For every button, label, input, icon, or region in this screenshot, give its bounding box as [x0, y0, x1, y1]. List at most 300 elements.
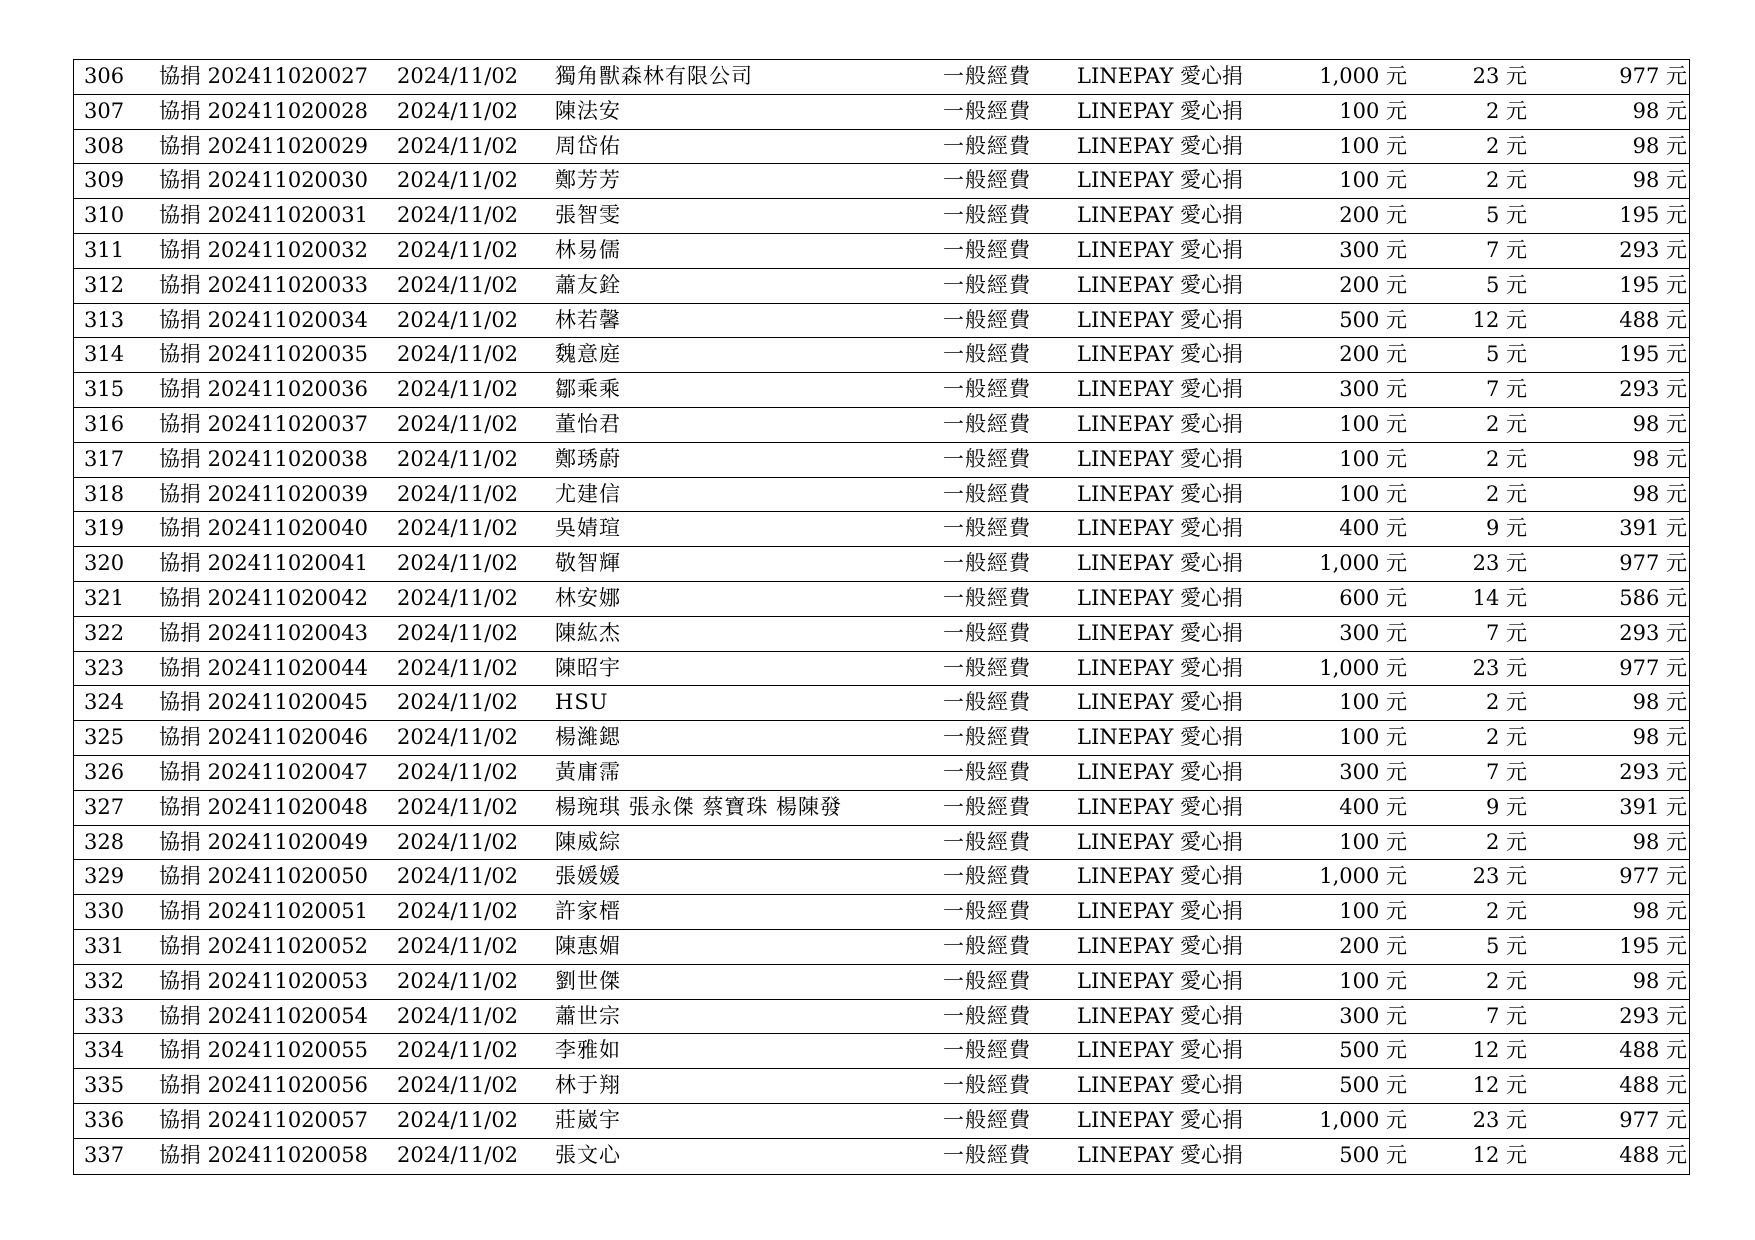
donor-name: 李雅如: [555, 1038, 621, 1063]
net-amount: 293 元: [1619, 377, 1687, 402]
fund-category: 一般經費: [943, 516, 1031, 541]
receipt-number: 協捐 202411020029: [159, 133, 369, 158]
donation-amount: 200 元: [1339, 342, 1407, 367]
fund-category: 一般經費: [943, 759, 1031, 784]
payment-method: LINEPAY 愛心捐: [1077, 446, 1244, 471]
net-amount: 195 元: [1619, 272, 1687, 297]
payment-method: LINEPAY 愛心捐: [1077, 551, 1244, 576]
table-row: [74, 1104, 1689, 1139]
donation-amount: 100 元: [1339, 168, 1407, 193]
row-number: 329: [84, 864, 125, 889]
processing-fee: 2 元: [1485, 481, 1527, 506]
processing-fee: 9 元: [1485, 794, 1527, 819]
donation-amount: 100 元: [1339, 411, 1407, 436]
fund-category: 一般經費: [943, 272, 1031, 297]
donation-date: 2024/11/02: [397, 968, 519, 993]
table-row: [74, 60, 1689, 95]
payment-method: LINEPAY 愛心捐: [1077, 133, 1244, 158]
processing-fee: 23 元: [1472, 551, 1527, 576]
donation-date: 2024/11/02: [397, 725, 519, 750]
donor-name: 周岱佑: [555, 133, 621, 158]
net-amount: 98 元: [1632, 411, 1687, 436]
processing-fee: 2 元: [1485, 690, 1527, 715]
donation-amount: 400 元: [1339, 516, 1407, 541]
processing-fee: 2 元: [1485, 725, 1527, 750]
receipt-number: 協捐 202411020043: [159, 620, 369, 645]
donation-date: 2024/11/02: [397, 133, 519, 158]
donation-date: 2024/11/02: [397, 98, 519, 123]
fund-category: 一般經費: [943, 794, 1031, 819]
donation-amount: 100 元: [1339, 829, 1407, 854]
receipt-number: 協捐 202411020048: [159, 794, 369, 819]
row-number: 313: [84, 307, 125, 332]
table-row: [74, 860, 1689, 895]
table-row: [74, 930, 1689, 965]
processing-fee: 23 元: [1472, 64, 1527, 88]
donation-amount: 100 元: [1339, 899, 1407, 924]
donation-amount: 500 元: [1339, 1073, 1407, 1098]
row-number: 318: [84, 481, 125, 506]
receipt-number: 協捐 202411020052: [159, 933, 369, 958]
fund-category: 一般經費: [943, 968, 1031, 993]
donation-date: 2024/11/02: [397, 1107, 519, 1132]
net-amount: 391 元: [1619, 516, 1687, 541]
row-number: 328: [84, 829, 125, 854]
fund-category: 一般經費: [943, 655, 1031, 680]
net-amount: 98 元: [1632, 725, 1687, 750]
fund-category: 一般經費: [943, 1107, 1031, 1132]
receipt-number: 協捐 202411020058: [159, 1142, 369, 1167]
net-amount: 98 元: [1632, 98, 1687, 123]
receipt-number: 協捐 202411020047: [159, 759, 369, 784]
donation-date: 2024/11/02: [397, 203, 519, 228]
payment-method: LINEPAY 愛心捐: [1077, 481, 1244, 506]
table-row: [74, 686, 1689, 721]
payment-method: LINEPAY 愛心捐: [1077, 516, 1244, 541]
receipt-number: 協捐 202411020040: [159, 516, 369, 541]
table-row: [74, 582, 1689, 617]
receipt-number: 協捐 202411020031: [159, 203, 369, 228]
processing-fee: 5 元: [1485, 342, 1527, 367]
table-row: [74, 1139, 1689, 1174]
net-amount: 293 元: [1619, 759, 1687, 784]
receipt-number: 協捐 202411020037: [159, 411, 369, 436]
row-number: 308: [84, 133, 125, 158]
net-amount: 293 元: [1619, 237, 1687, 262]
row-number: 310: [84, 203, 125, 228]
donation-date: 2024/11/02: [397, 342, 519, 367]
payment-method: LINEPAY 愛心捐: [1077, 272, 1244, 297]
table-row: [74, 164, 1689, 199]
payment-method: LINEPAY 愛心捐: [1077, 98, 1244, 123]
fund-category: 一般經費: [943, 690, 1031, 715]
processing-fee: 5 元: [1485, 272, 1527, 297]
donation-amount: 1,000 元: [1319, 1107, 1407, 1132]
donor-name: 許家榗: [555, 899, 621, 924]
row-number: 312: [84, 272, 125, 297]
fund-category: 一般經費: [943, 133, 1031, 158]
table-row: [74, 512, 1689, 547]
row-number: 325: [84, 725, 125, 750]
donation-amount: 100 元: [1339, 968, 1407, 993]
fund-category: 一般經費: [943, 551, 1031, 576]
row-number: 311: [84, 237, 125, 262]
donation-date: 2024/11/02: [397, 551, 519, 576]
receipt-number: 協捐 202411020041: [159, 551, 369, 576]
donor-name: 尤建信: [555, 481, 621, 506]
donation-date: 2024/11/02: [397, 829, 519, 854]
net-amount: 977 元: [1619, 64, 1687, 88]
processing-fee: 23 元: [1472, 1107, 1527, 1132]
table-row: [74, 408, 1689, 443]
table-row: [74, 547, 1689, 582]
row-number: 316: [84, 411, 125, 436]
payment-method: LINEPAY 愛心捐: [1077, 829, 1244, 854]
donation-amount: 100 元: [1339, 725, 1407, 750]
processing-fee: 7 元: [1485, 1003, 1527, 1028]
processing-fee: 12 元: [1472, 307, 1527, 332]
net-amount: 488 元: [1619, 1073, 1687, 1098]
fund-category: 一般經費: [943, 411, 1031, 436]
donor-name: 張智雯: [555, 203, 621, 228]
net-amount: 195 元: [1619, 933, 1687, 958]
donation-amount: 300 元: [1339, 237, 1407, 262]
processing-fee: 7 元: [1485, 620, 1527, 645]
receipt-number: 協捐 202411020032: [159, 237, 369, 262]
net-amount: 977 元: [1619, 551, 1687, 576]
net-amount: 391 元: [1619, 794, 1687, 819]
donation-amount: 200 元: [1339, 272, 1407, 297]
fund-category: 一般經費: [943, 1038, 1031, 1063]
fund-category: 一般經費: [943, 342, 1031, 367]
fund-category: 一般經費: [943, 933, 1031, 958]
fund-category: 一般經費: [943, 725, 1031, 750]
row-number: 320: [84, 551, 125, 576]
processing-fee: 14 元: [1472, 585, 1527, 610]
table-row: [74, 791, 1689, 826]
net-amount: 586 元: [1619, 585, 1687, 610]
donation-date: 2024/11/02: [397, 1038, 519, 1063]
processing-fee: 7 元: [1485, 759, 1527, 784]
donation-amount: 300 元: [1339, 620, 1407, 645]
donor-name: 林于翔: [555, 1073, 621, 1098]
donor-name: 鄭芳芳: [555, 168, 621, 193]
donation-amount: 300 元: [1339, 1003, 1407, 1028]
table-row: [74, 1034, 1689, 1069]
donor-name: 蕭友銓: [555, 272, 621, 297]
processing-fee: 12 元: [1472, 1142, 1527, 1167]
payment-method: LINEPAY 愛心捐: [1077, 237, 1244, 262]
fund-category: 一般經費: [943, 864, 1031, 889]
donor-name: 張文心: [555, 1142, 621, 1167]
donation-amount: 500 元: [1339, 1142, 1407, 1167]
donor-name: 董怡君: [555, 411, 621, 436]
table-row: [74, 895, 1689, 930]
donor-name: 獨角獸森林有限公司: [555, 64, 753, 88]
donation-date: 2024/11/02: [397, 690, 519, 715]
receipt-number: 協捐 202411020051: [159, 899, 369, 924]
donor-name: 林若馨: [555, 307, 621, 332]
donation-amount: 100 元: [1339, 690, 1407, 715]
fund-category: 一般經費: [943, 64, 1031, 88]
payment-method: LINEPAY 愛心捐: [1077, 1038, 1244, 1063]
net-amount: 98 元: [1632, 168, 1687, 193]
donation-date: 2024/11/02: [397, 411, 519, 436]
donor-name: 鄒乘乘: [555, 377, 621, 402]
table-row: [74, 95, 1689, 130]
payment-method: LINEPAY 愛心捐: [1077, 1142, 1244, 1167]
payment-method: LINEPAY 愛心捐: [1077, 620, 1244, 645]
donation-amount: 1,000 元: [1319, 864, 1407, 889]
payment-method: LINEPAY 愛心捐: [1077, 1073, 1244, 1098]
row-number: 315: [84, 377, 125, 402]
payment-method: LINEPAY 愛心捐: [1077, 690, 1244, 715]
table-row: [74, 269, 1689, 304]
donation-date: 2024/11/02: [397, 1142, 519, 1167]
row-number: 334: [84, 1038, 125, 1063]
donation-date: 2024/11/02: [397, 899, 519, 924]
fund-category: 一般經費: [943, 1142, 1031, 1167]
row-number: 337: [84, 1142, 125, 1167]
payment-method: LINEPAY 愛心捐: [1077, 1107, 1244, 1132]
processing-fee: 2 元: [1485, 829, 1527, 854]
donation-date: 2024/11/02: [397, 446, 519, 471]
net-amount: 98 元: [1632, 133, 1687, 158]
donor-name: 蕭世宗: [555, 1003, 621, 1028]
table-row: [74, 199, 1689, 234]
payment-method: LINEPAY 愛心捐: [1077, 64, 1244, 88]
row-number: 333: [84, 1003, 125, 1028]
fund-category: 一般經費: [943, 620, 1031, 645]
payment-method: LINEPAY 愛心捐: [1077, 655, 1244, 680]
fund-category: 一般經費: [943, 1073, 1031, 1098]
table-row: [74, 721, 1689, 756]
donation-date: 2024/11/02: [397, 864, 519, 889]
payment-method: LINEPAY 愛心捐: [1077, 864, 1244, 889]
table-row: [74, 478, 1689, 513]
row-number: 323: [84, 655, 125, 680]
net-amount: 195 元: [1619, 203, 1687, 228]
receipt-number: 協捐 202411020035: [159, 342, 369, 367]
table-row: [74, 652, 1689, 687]
net-amount: 293 元: [1619, 1003, 1687, 1028]
fund-category: 一般經費: [943, 237, 1031, 262]
donation-amount: 100 元: [1339, 133, 1407, 158]
payment-method: LINEPAY 愛心捐: [1077, 411, 1244, 436]
processing-fee: 9 元: [1485, 516, 1527, 541]
row-number: 326: [84, 759, 125, 784]
receipt-number: 協捐 202411020033: [159, 272, 369, 297]
fund-category: 一般經費: [943, 377, 1031, 402]
donation-amount: 100 元: [1339, 98, 1407, 123]
receipt-number: 協捐 202411020045: [159, 690, 369, 715]
processing-fee: 23 元: [1472, 864, 1527, 889]
donation-date: 2024/11/02: [397, 64, 519, 88]
net-amount: 98 元: [1632, 899, 1687, 924]
receipt-number: 協捐 202411020056: [159, 1073, 369, 1098]
row-number: 309: [84, 168, 125, 193]
table-row: [74, 965, 1689, 1000]
receipt-number: 協捐 202411020046: [159, 725, 369, 750]
donation-amount: 200 元: [1339, 203, 1407, 228]
donation-date: 2024/11/02: [397, 481, 519, 506]
net-amount: 293 元: [1619, 620, 1687, 645]
fund-category: 一般經費: [943, 829, 1031, 854]
receipt-number: 協捐 202411020038: [159, 446, 369, 471]
row-number: 319: [84, 516, 125, 541]
table-row: [74, 1000, 1689, 1035]
row-number: 332: [84, 968, 125, 993]
net-amount: 488 元: [1619, 307, 1687, 332]
fund-category: 一般經費: [943, 481, 1031, 506]
payment-method: LINEPAY 愛心捐: [1077, 933, 1244, 958]
donor-name: 楊濰鍶: [555, 725, 621, 750]
row-number: 335: [84, 1073, 125, 1098]
receipt-number: 協捐 202411020057: [159, 1107, 369, 1132]
row-number: 331: [84, 933, 125, 958]
donation-amount: 500 元: [1339, 307, 1407, 332]
processing-fee: 5 元: [1485, 933, 1527, 958]
row-number: 307: [84, 98, 125, 123]
processing-fee: 23 元: [1472, 655, 1527, 680]
donor-name: 魏意庭: [555, 342, 621, 367]
donation-date: 2024/11/02: [397, 933, 519, 958]
donation-amount: 1,000 元: [1319, 551, 1407, 576]
receipt-number: 協捐 202411020044: [159, 655, 369, 680]
donation-amount: 200 元: [1339, 933, 1407, 958]
processing-fee: 12 元: [1472, 1073, 1527, 1098]
row-number: 336: [84, 1107, 125, 1132]
processing-fee: 2 元: [1485, 968, 1527, 993]
net-amount: 98 元: [1632, 481, 1687, 506]
fund-category: 一般經費: [943, 307, 1031, 332]
donor-name: 鄭琇蔚: [555, 446, 621, 471]
processing-fee: 2 元: [1485, 446, 1527, 471]
payment-method: LINEPAY 愛心捐: [1077, 203, 1244, 228]
donation-date: 2024/11/02: [397, 168, 519, 193]
fund-category: 一般經費: [943, 585, 1031, 610]
fund-category: 一般經費: [943, 168, 1031, 193]
donation-date: 2024/11/02: [397, 794, 519, 819]
fund-category: 一般經費: [943, 1003, 1031, 1028]
donation-amount: 300 元: [1339, 759, 1407, 784]
net-amount: 195 元: [1619, 342, 1687, 367]
table-row: [74, 826, 1689, 861]
donor-name: 敬智輝: [555, 551, 621, 576]
donor-name: 吳婧瑄: [555, 516, 621, 541]
donor-name: 劉世傑: [555, 968, 621, 993]
row-number: 322: [84, 620, 125, 645]
donation-amount: 100 元: [1339, 481, 1407, 506]
receipt-number: 協捐 202411020042: [159, 585, 369, 610]
donor-name: 張媛媛: [555, 864, 621, 889]
fund-category: 一般經費: [943, 98, 1031, 123]
payment-method: LINEPAY 愛心捐: [1077, 1003, 1244, 1028]
table-row: [74, 1069, 1689, 1104]
payment-method: LINEPAY 愛心捐: [1077, 759, 1244, 784]
table-row: [74, 234, 1689, 269]
payment-method: LINEPAY 愛心捐: [1077, 725, 1244, 750]
donation-amount: 600 元: [1339, 585, 1407, 610]
receipt-number: 協捐 202411020053: [159, 968, 369, 993]
net-amount: 488 元: [1619, 1142, 1687, 1167]
table-row: [74, 756, 1689, 791]
donor-name: 陳法安: [555, 98, 621, 123]
processing-fee: 7 元: [1485, 237, 1527, 262]
payment-method: LINEPAY 愛心捐: [1077, 168, 1244, 193]
table-row: [74, 373, 1689, 408]
donor-name: 陳昭宇: [555, 655, 621, 680]
row-number: 306: [84, 64, 125, 88]
donor-name: 黃庸霈: [555, 759, 621, 784]
donor-name: 林安娜: [555, 585, 621, 610]
processing-fee: 2 元: [1485, 411, 1527, 436]
donation-date: 2024/11/02: [397, 1073, 519, 1098]
net-amount: 488 元: [1619, 1038, 1687, 1063]
donor-name: HSU: [555, 690, 609, 715]
processing-fee: 2 元: [1485, 133, 1527, 158]
donation-date: 2024/11/02: [397, 516, 519, 541]
receipt-number: 協捐 202411020027: [159, 64, 369, 88]
row-number: 314: [84, 342, 125, 367]
processing-fee: 2 元: [1485, 168, 1527, 193]
donation-date: 2024/11/02: [397, 1003, 519, 1028]
row-number: 327: [84, 794, 125, 819]
processing-fee: 2 元: [1485, 98, 1527, 123]
processing-fee: 2 元: [1485, 899, 1527, 924]
donation-date: 2024/11/02: [397, 307, 519, 332]
donation-date: 2024/11/02: [397, 759, 519, 784]
donation-date: 2024/11/02: [397, 655, 519, 680]
fund-category: 一般經費: [943, 899, 1031, 924]
row-number: 317: [84, 446, 125, 471]
donor-name: 陳紘杰: [555, 620, 621, 645]
net-amount: 977 元: [1619, 1107, 1687, 1132]
payment-method: LINEPAY 愛心捐: [1077, 794, 1244, 819]
processing-fee: 5 元: [1485, 203, 1527, 228]
receipt-number: 協捐 202411020034: [159, 307, 369, 332]
donor-name: 楊琬琪 張永傑 蔡寶珠 楊陳發: [555, 794, 843, 819]
donation-amount: 1,000 元: [1319, 64, 1407, 88]
payment-method: LINEPAY 愛心捐: [1077, 585, 1244, 610]
table-row: [74, 443, 1689, 478]
receipt-number: 協捐 202411020054: [159, 1003, 369, 1028]
payment-method: LINEPAY 愛心捐: [1077, 968, 1244, 993]
net-amount: 98 元: [1632, 968, 1687, 993]
receipt-number: 協捐 202411020055: [159, 1038, 369, 1063]
receipt-number: 協捐 202411020036: [159, 377, 369, 402]
donation-ledger-table: [73, 59, 1690, 1175]
row-number: 321: [84, 585, 125, 610]
donation-date: 2024/11/02: [397, 585, 519, 610]
receipt-number: 協捐 202411020049: [159, 829, 369, 854]
payment-method: LINEPAY 愛心捐: [1077, 899, 1244, 924]
table-row: [74, 130, 1689, 165]
net-amount: 98 元: [1632, 690, 1687, 715]
donation-amount: 100 元: [1339, 446, 1407, 471]
fund-category: 一般經費: [943, 446, 1031, 471]
fund-category: 一般經費: [943, 203, 1031, 228]
donor-name: 陳威綜: [555, 829, 621, 854]
payment-method: LINEPAY 愛心捐: [1077, 377, 1244, 402]
donor-name: 莊崴宇: [555, 1107, 621, 1132]
donation-date: 2024/11/02: [397, 620, 519, 645]
table-row: [74, 617, 1689, 652]
payment-method: LINEPAY 愛心捐: [1077, 342, 1244, 367]
donation-amount: 500 元: [1339, 1038, 1407, 1063]
processing-fee: 7 元: [1485, 377, 1527, 402]
donor-name: 林易儒: [555, 237, 621, 262]
